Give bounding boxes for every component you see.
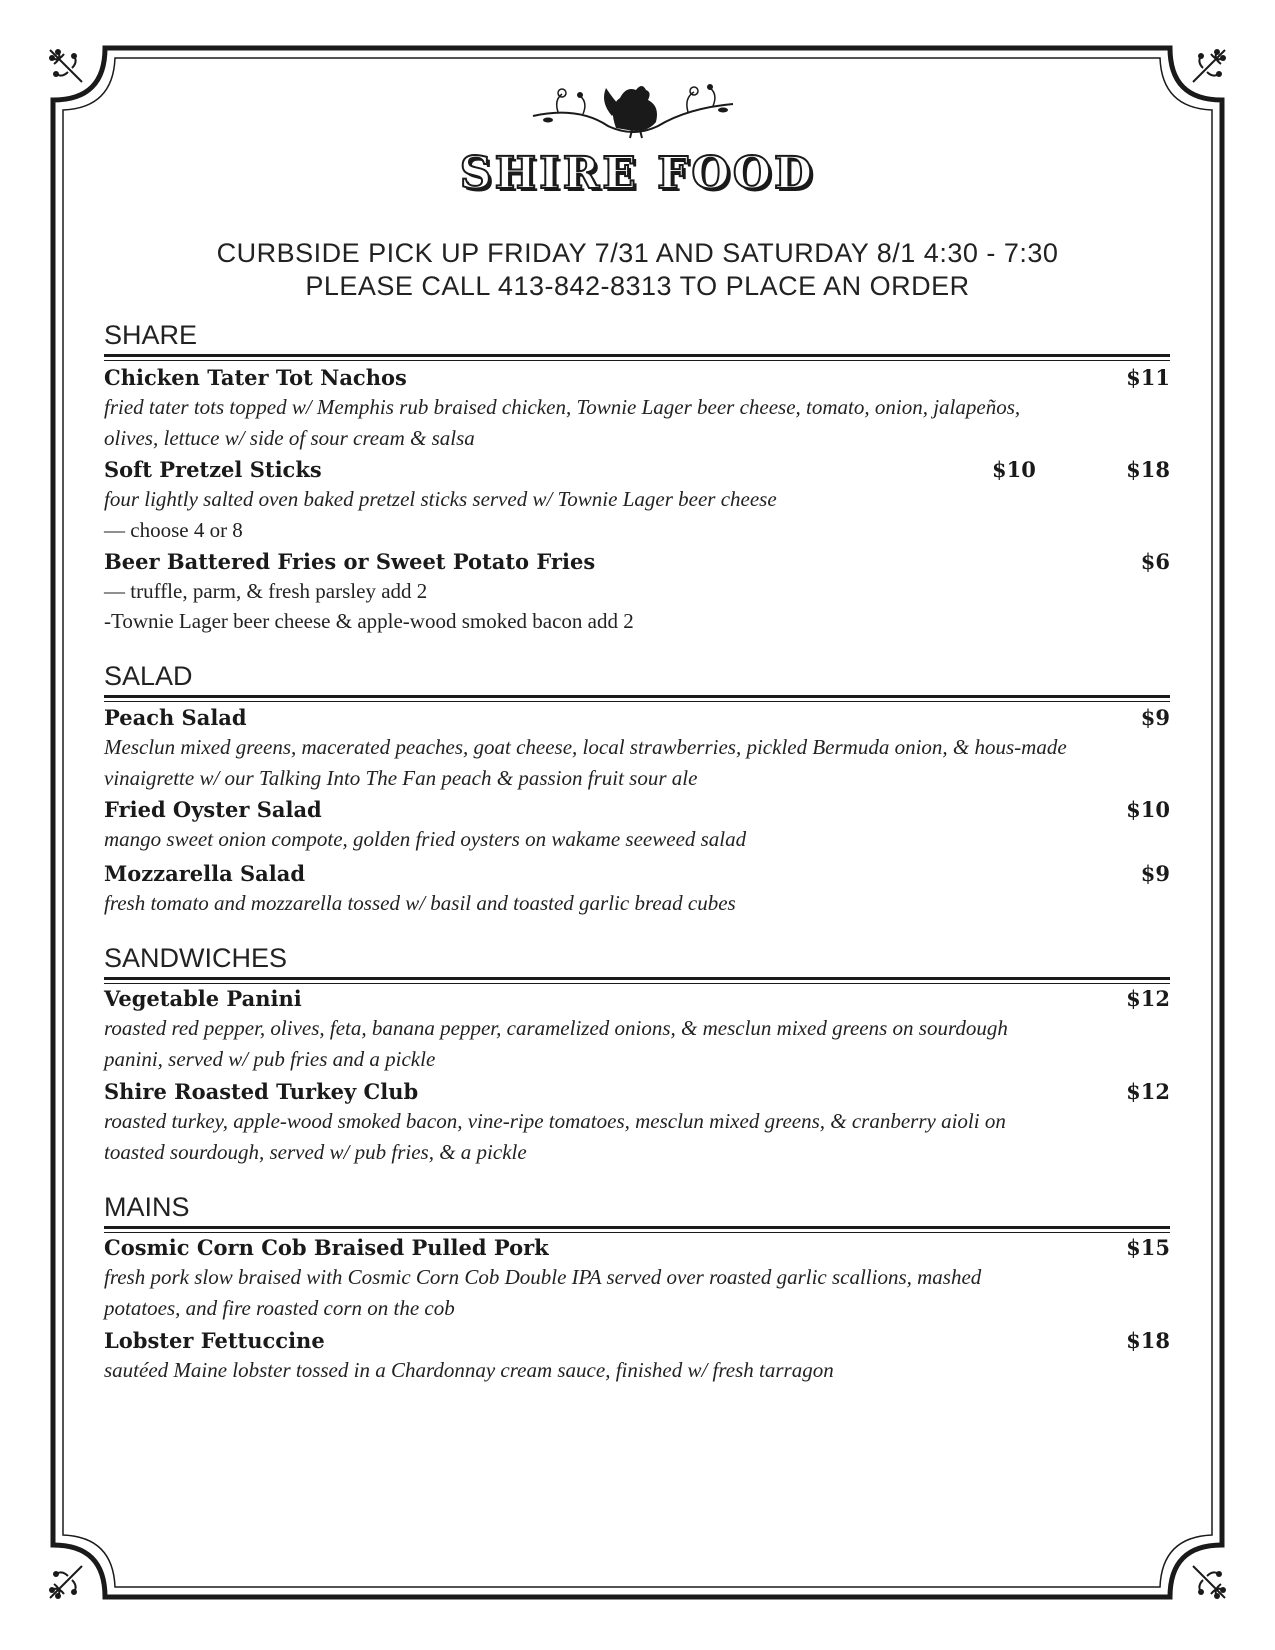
item-description: fresh pork slow braised with Cosmic Corn Cob Double IPA served over roasted garlic scallions, mashed (104, 1265, 982, 1289)
item-name: Beer Battered Fries or Sweet Potato Fries (104, 549, 596, 574)
item-name: Peach Salad (104, 705, 247, 730)
item-price: $12 (1126, 986, 1170, 1011)
corner-flourish-icon (44, 44, 88, 88)
corner-flourish-icon (1187, 44, 1231, 88)
menu-item (104, 1078, 1170, 1168)
item-description: roasted red pepper, olives, feta, banana pepper, caramelized onions, & mesclun mixed greens on sourdough (104, 1016, 1008, 1040)
item-description: olives, lettuce w/ side of sour cream & salsa (104, 426, 475, 450)
item-note: — choose 4 or 8 (104, 518, 243, 542)
section-title-mains: MAINS (104, 1192, 190, 1222)
item-price: $18 (1126, 457, 1170, 482)
menu-item (104, 1234, 1170, 1324)
item-note: -Townie Lager beer cheese & apple-wood smoked bacon add 2 (104, 609, 634, 633)
menu-item (104, 704, 1170, 794)
menu-item (104, 456, 1170, 545)
menu-item (104, 1327, 1170, 1386)
item-name: Cosmic Corn Cob Braised Pulled Pork (104, 1235, 549, 1260)
pickup-notice: CURBSIDE PICK UP FRIDAY 7/31 AND SATURDAY 8/1 4:30 - 7:30 (216, 238, 1059, 268)
item-price: $18 (1126, 1328, 1170, 1353)
item-name: Shire Roasted Turkey Club (104, 1079, 419, 1104)
menu-item (104, 860, 1170, 919)
item-price: $11 (1126, 365, 1170, 390)
item-description: potatoes, and fire roasted corn on the cob (104, 1296, 455, 1320)
item-name: Lobster Fettuccine (104, 1328, 325, 1353)
item-price: $10 (1126, 797, 1170, 822)
item-description: roasted turkey, apple-wood smoked bacon, vine-ripe tomatoes, mesclun mixed greens, & cranberry aioli on (104, 1109, 1006, 1133)
item-price: $9 (1140, 861, 1170, 886)
corner-flourish-icon (1187, 1560, 1231, 1604)
section-divider (104, 695, 1170, 702)
menu-item (104, 548, 1170, 636)
section-divider (104, 1226, 1170, 1233)
menu-item (104, 796, 1170, 855)
item-description: fresh tomato and mozzarella tossed w/ basil and toasted garlic bread cubes (104, 891, 736, 915)
item-price: $12 (1126, 1079, 1170, 1104)
item-description: four lightly salted oven baked pretzel sticks served w/ Townie Lager beer cheese (104, 487, 777, 511)
item-name: Soft Pretzel Sticks (104, 457, 322, 482)
restaurant-title: SHIRE FOOD (459, 148, 816, 199)
item-price: $9 (1140, 705, 1170, 730)
item-price-small: $10 (992, 457, 1036, 482)
item-description: mango sweet onion compote, golden fried oysters on wakame seeweed salad (104, 827, 747, 851)
item-description: fried tater tots topped w/ Memphis rub braised chicken, Townie Lager beer cheese, tomato, onion, jalapeños, (104, 395, 1021, 419)
item-description: Mesclun mixed greens, macerated peaches, goat cheese, local strawberries, pickled Bermuda onion, & hous-made (104, 735, 1067, 759)
section-divider (104, 354, 1170, 361)
item-name: Fried Oyster Salad (104, 797, 322, 822)
item-description: sautéed Maine lobster tossed in a Chardonnay cream sauce, finished w/ fresh tarragon (104, 1358, 834, 1382)
item-description: panini, served w/ pub fries and a pickle (104, 1047, 436, 1071)
item-price: $6 (1140, 549, 1170, 574)
rooster-branch-icon (528, 76, 738, 146)
item-description: toasted sourdough, served w/ pub fries, & a pickle (104, 1140, 527, 1164)
item-description: vinaigrette w/ our Talking Into The Fan peach & passion fruit sour ale (104, 766, 698, 790)
menu-item (104, 985, 1170, 1075)
section-title-salad: SALAD (104, 661, 193, 691)
section-title-share: SHARE (104, 320, 198, 350)
item-note: — truffle, parm, & fresh parsley add 2 (104, 579, 428, 603)
order-phone-notice: PLEASE CALL 413-842-8313 TO PLACE AN ORDER (305, 271, 970, 301)
section-title-sandwiches: SANDWICHES (104, 943, 288, 973)
section-divider (104, 977, 1170, 984)
item-price: $15 (1126, 1235, 1170, 1260)
menu-item (104, 364, 1170, 454)
item-name: Vegetable Panini (104, 986, 302, 1011)
corner-flourish-icon (44, 1560, 88, 1604)
item-name: Mozzarella Salad (104, 861, 306, 886)
item-name: Chicken Tater Tot Nachos (104, 365, 407, 390)
